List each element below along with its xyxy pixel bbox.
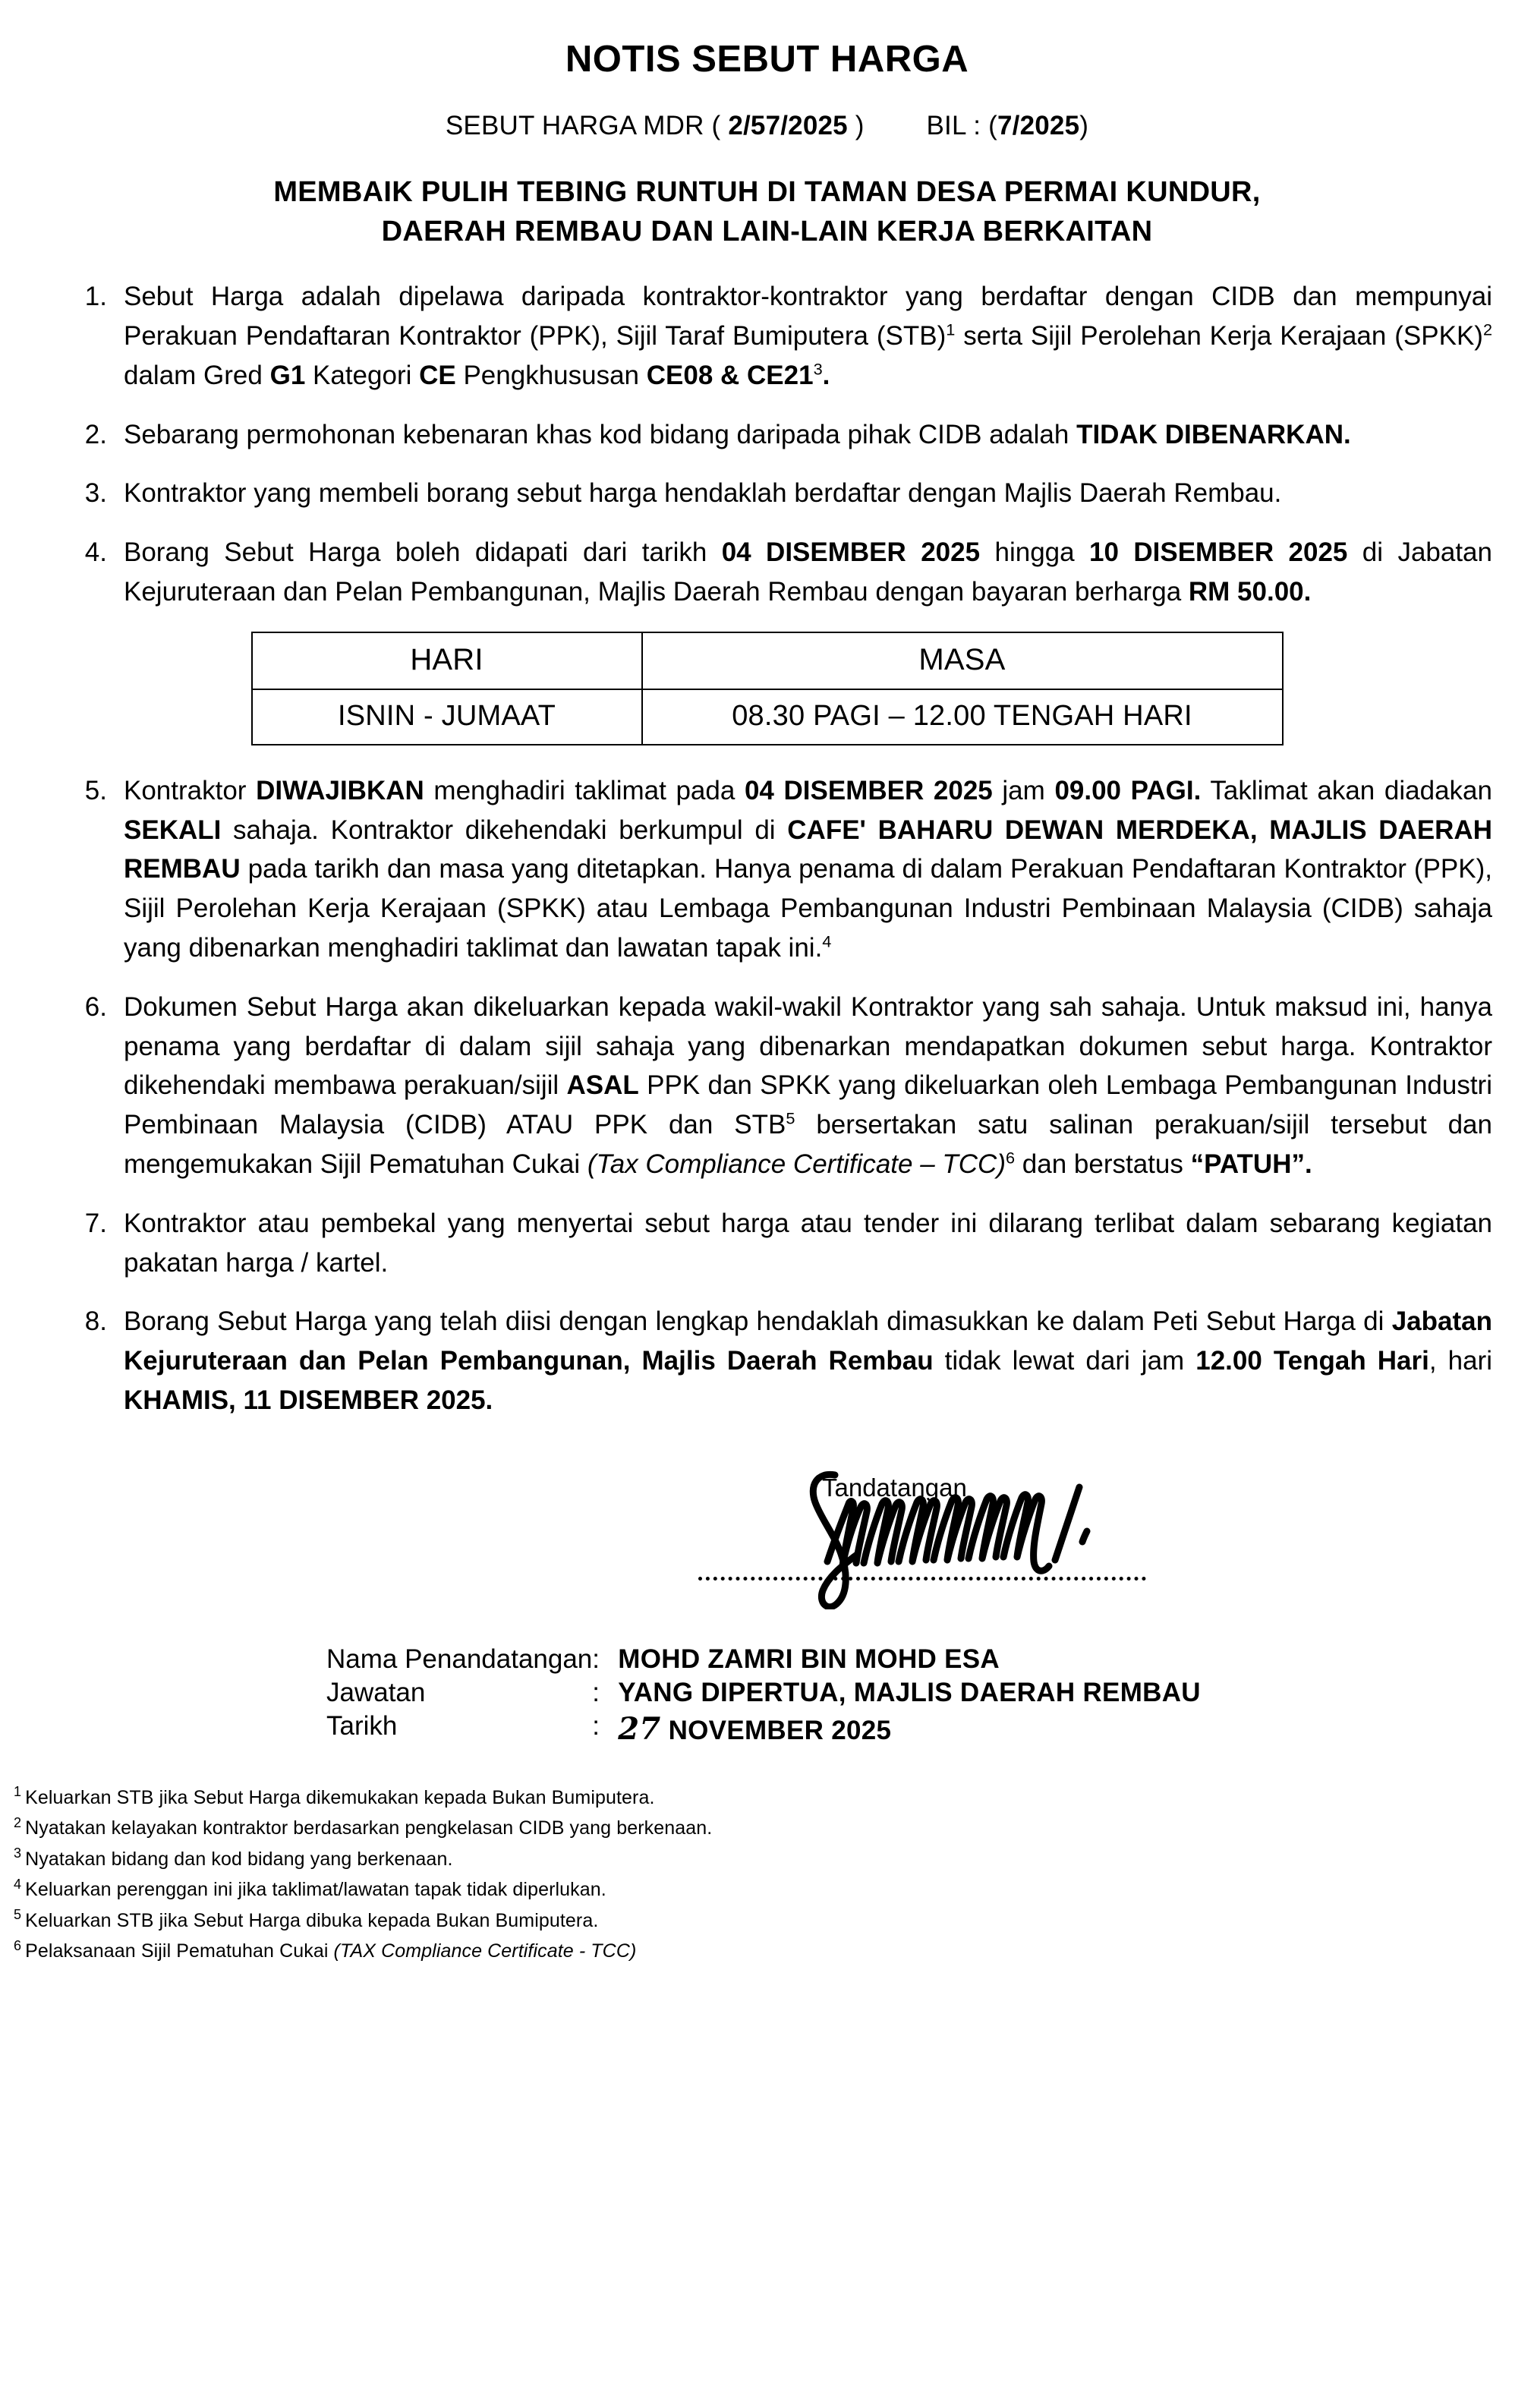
signer-position-colon: :: [592, 1677, 600, 1707]
signer-row-date: [326, 1710, 1201, 1749]
project-title-line-1: MEMBAIK PULIH TEBING RUNTUH DI TAMAN DESA PERMAI KUNDUR,: [273, 175, 1261, 208]
bil-close: ): [1079, 110, 1089, 140]
clause-list: [0, 277, 1534, 612]
clause-item-1: [0, 277, 1534, 395]
clause-5-text-d: Taklimat akan diadakan: [1201, 775, 1492, 805]
clause-body: [124, 1204, 1492, 1283]
clause-6-emphasis-asal: ASAL: [566, 1070, 639, 1101]
clause-1-text-f: .: [822, 360, 830, 390]
clause-item-8: [0, 1302, 1534, 1420]
clause-number: 3.: [84, 478, 107, 509]
document-page: [0, 39, 1534, 2408]
clause-5-emphasis-diwajibkan: DIWAJIBKAN: [256, 775, 424, 805]
signer-name-colon: :: [592, 1644, 600, 1674]
footnote-2-text: Nyatakan kelayakan kontraktor berdasarkan pengkelasan CIDB yang berkenaan.: [25, 1817, 713, 1839]
specialization-value: CE08 & CE21: [646, 360, 814, 390]
clause-6-text-a: Dokumen Sebut Harga akan dikeluarkan kepada wakil-wakil Kontraktor yang sah sahaja. Untuk maksud ini, hanya penama yang berdaftar di dalam sijil sahaja yang dibenarkan mendapatkan dokumen sebut harga. Kontraktor dikehendaki membawa perakuan/sijil: [124, 991, 1492, 1101]
clause-5-text-b: menghadiri taklimat pada: [424, 775, 745, 805]
clause-list-continued: [0, 771, 1534, 1420]
clause-6-text-b: PPK dan SPKK yang dikeluarkan oleh Lembaga Pembangunan Industri Pembinaan Malaysia (CIDB) ATAU PPK dan STB: [124, 1070, 1492, 1140]
clause-body: [124, 277, 1492, 395]
clause-item-6: [0, 988, 1534, 1184]
clause-3-text-a: Kontraktor yang membeli borang sebut harga hendaklah berdaftar dengan Majlis Daerah Rembau.: [124, 478, 1282, 509]
clause-4-text-b: hingga: [980, 537, 1090, 568]
footnote-5-text: Keluarkan STB jika Sebut Harga dibuka kepada Bukan Bumiputera.: [25, 1909, 599, 1931]
footnote-6-italic: (TAX Compliance Certificate - TCC): [333, 1940, 637, 1962]
footnote-1-text: Keluarkan STB jika Sebut Harga dikemukakan kepada Bukan Bumiputera.: [25, 1786, 655, 1808]
clause-body: [124, 771, 1492, 968]
schedule-table: [251, 632, 1284, 745]
clause-6-text-d: dan berstatus: [1015, 1149, 1191, 1179]
signer-row-name: [326, 1644, 1201, 1677]
clause-item-3: [0, 474, 1534, 513]
signer-date-value: [618, 1710, 1201, 1749]
clause-body: [124, 988, 1492, 1184]
tcc-italic-term: (Tax Compliance Certificate – TCC): [587, 1149, 1006, 1179]
footnote-6-text: Pelaksanaan Sijil Pematuhan Cukai: [25, 1940, 334, 1962]
clause-number: 8.: [84, 1306, 107, 1337]
handwritten-day: 27: [618, 1710, 661, 1747]
ref-number: 2/57/2025: [728, 110, 848, 140]
footnote-4-marker: 4: [14, 1876, 22, 1892]
signer-name-value: MOHD ZAMRI BIN MOHD ESA: [618, 1644, 1000, 1674]
signer-position-label: Jawatan: [326, 1677, 426, 1707]
footnote-2: [14, 1813, 1534, 1844]
footnote-6-marker: 6: [14, 1937, 22, 1953]
ref-prefix: SEBUT HARGA MDR (: [445, 110, 721, 140]
clause-number: 1.: [84, 282, 107, 312]
clause-number: 4.: [84, 537, 107, 568]
signer-date-colon: :: [592, 1710, 600, 1741]
footnote-3-text: Nyatakan bidang dan kod bidang yang berkenaan.: [25, 1848, 453, 1870]
table-header-row: [252, 632, 1283, 689]
footnotes-section: [14, 1782, 1534, 1967]
clause-6-text-c: bersertakan satu salinan perakuan/sijil tersebut dan mengemukakan Sijil Pematuhan Cukai: [124, 1110, 1492, 1179]
footnote-ref-6: 6: [1006, 1148, 1016, 1168]
footnote-5: [14, 1905, 1534, 1937]
clause-item-4: [0, 533, 1534, 612]
clause-1-text-a: Sebut Harga adalah dipelawa daripada kontraktor-kontraktor yang berdaftar dengan CIDB dan mempunyai Perakuan Pendaftaran Kontraktor (PPK), Sijil Taraf Bumiputera (STB): [124, 282, 1492, 351]
footnote-1: [14, 1782, 1534, 1814]
schedule-table-wrapper: [0, 632, 1534, 745]
footnote-2-marker: 2: [14, 1814, 22, 1830]
footnote-4: [14, 1874, 1534, 1905]
footnote-ref-3: 3: [813, 359, 823, 379]
page-title: NOTIS SEBUT HARGA: [565, 39, 969, 80]
footnote-ref-2: 2: [1482, 320, 1493, 339]
cell-hari: ISNIN - JUMAAT: [252, 689, 642, 745]
signature-area: [0, 1455, 1534, 1630]
clause-5-text-f: pada tarikh dan masa yang ditetapkan. Hanya penama di dalam Perakuan Pendaftaran Kontraktor (PPK), Sijil Perolehan Kerja Kerajaan (SPKK) atau Lembaga Pembangunan Industri Pembinaan Malaysia (CIDB) sahaja yang dibenarkan menghadiri taklimat dan lawatan tapak ini.: [124, 854, 1492, 963]
footnote-3: [14, 1844, 1534, 1875]
category-value: CE: [419, 360, 456, 390]
bil-open: (: [988, 110, 997, 140]
table-row: [252, 689, 1283, 745]
signer-details: [326, 1644, 1201, 1749]
clause-1-text-c: dalam Gred: [124, 360, 270, 390]
clause-body: [124, 415, 1492, 455]
submission-location: Jabatan Kejuruteraan dan Pelan Pembangunan, Majlis Daerah Rembau: [124, 1306, 1492, 1376]
footnote-5-marker: 5: [14, 1907, 22, 1923]
clause-item-7: [0, 1204, 1534, 1283]
quotation-reference: [0, 111, 1534, 141]
bil-number: 7/2025: [997, 110, 1080, 140]
footnote-3-marker: 3: [14, 1845, 22, 1861]
clause-7-text-a: Kontraktor atau pembekal yang menyertai sebut harga atau tender ini dilarang terlibat dalam sebarang kegiatan pakatan harga / kartel.: [124, 1208, 1492, 1278]
signer-name-label: Nama Penandatangan: [326, 1644, 593, 1674]
clause-8-text-a: Borang Sebut Harga yang telah diisi dengan lengkap hendaklah dimasukkan ke dalam Peti Sebut Harga di: [124, 1306, 1392, 1337]
project-title: [0, 173, 1534, 251]
project-title-line-2: DAERAH REMBAU DAN LAIN-LAIN KERJA BERKAITAN: [381, 215, 1153, 247]
signature-dotted-line: [698, 1577, 1146, 1581]
submission-deadline-date: KHAMIS, 11 DISEMBER 2025.: [124, 1385, 493, 1415]
signature-label: Tandatangan: [822, 1473, 967, 1502]
clause-4-text-c: di Jabatan Kejuruteraan dan Pelan Pembangunan, Majlis Daerah Rembau dengan bayaran berharga: [124, 537, 1492, 607]
clause-6-emphasis-patuh: “PATUH”.: [1190, 1149, 1312, 1179]
clause-5-text-e: sahaja. Kontraktor dikehendaki berkumpul di: [221, 815, 788, 845]
footnote-ref-4: 4: [822, 931, 832, 951]
ref-suffix: ): [855, 110, 865, 140]
clause-item-2: [0, 415, 1534, 455]
footnote-1-marker: 1: [14, 1784, 22, 1800]
clause-number: 5.: [84, 775, 107, 805]
column-header-masa: MASA: [642, 632, 1283, 689]
column-header-hari: HARI: [252, 632, 642, 689]
footnote-6: [14, 1936, 1534, 1967]
clause-8-text-c: , hari: [1428, 1346, 1492, 1376]
clause-body: [124, 474, 1492, 513]
footnote-4-text: Keluarkan perenggan ini jika taklimat/lawatan tapak tidak diperlukan.: [25, 1879, 606, 1901]
clause-5-text-a: Kontraktor: [124, 775, 257, 805]
clause-body: [124, 1302, 1492, 1420]
clause-number: 6.: [84, 991, 107, 1022]
form-price: RM 50.00.: [1188, 577, 1312, 607]
signer-row-position: [326, 1677, 1201, 1710]
clause-5-emphasis-sekali: SEKALI: [124, 815, 222, 845]
clause-4-text-a: Borang Sebut Harga boleh didapati dari tarikh: [124, 537, 722, 568]
clause-1-text-e: Pengkhususan: [455, 360, 647, 390]
clause-1-text-b: serta Sijil Perolehan Kerja Kerajaan (SPKK): [955, 321, 1483, 351]
grade-value: G1: [269, 360, 306, 390]
clause-2-emphasis: TIDAK DIBENARKAN.: [1076, 419, 1351, 449]
clause-body: [124, 533, 1492, 612]
submission-deadline-time: 12.00 Tengah Hari: [1195, 1346, 1429, 1376]
footnote-ref-1: 1: [946, 320, 956, 339]
form-available-from-date: 04 DISEMBER 2025: [721, 537, 981, 568]
clause-number: 2.: [84, 419, 107, 449]
signer-date-label: Tarikh: [326, 1710, 398, 1741]
clause-8-text-b: tidak lewat dari jam: [933, 1346, 1196, 1376]
briefing-venue: CAFE' BAHARU DEWAN MERDEKA, MAJLIS DAERAH REMBAU: [124, 815, 1492, 884]
clause-number: 7.: [84, 1208, 107, 1238]
clause-2-text-a: Sebarang permohonan kebenaran khas kod bidang daripada pihak CIDB adalah: [124, 419, 1077, 449]
footnote-ref-5: 5: [786, 1108, 795, 1128]
clause-item-5: [0, 771, 1534, 968]
briefing-time: 09.00 PAGI.: [1054, 775, 1202, 805]
clause-1-text-d: Kategori: [305, 360, 420, 390]
signer-position-value: YANG DIPERTUA, MAJLIS DAERAH REMBAU: [618, 1677, 1201, 1707]
form-available-to-date: 10 DISEMBER 2025: [1089, 537, 1348, 568]
bil-label: BIL :: [926, 110, 981, 140]
cell-masa: 08.30 PAGI – 12.00 TENGAH HARI: [642, 689, 1283, 745]
briefing-date: 04 DISEMBER 2025: [744, 775, 993, 805]
clause-5-text-c: jam: [992, 775, 1055, 805]
signer-date-month-year: NOVEMBER 2025: [668, 1715, 892, 1745]
